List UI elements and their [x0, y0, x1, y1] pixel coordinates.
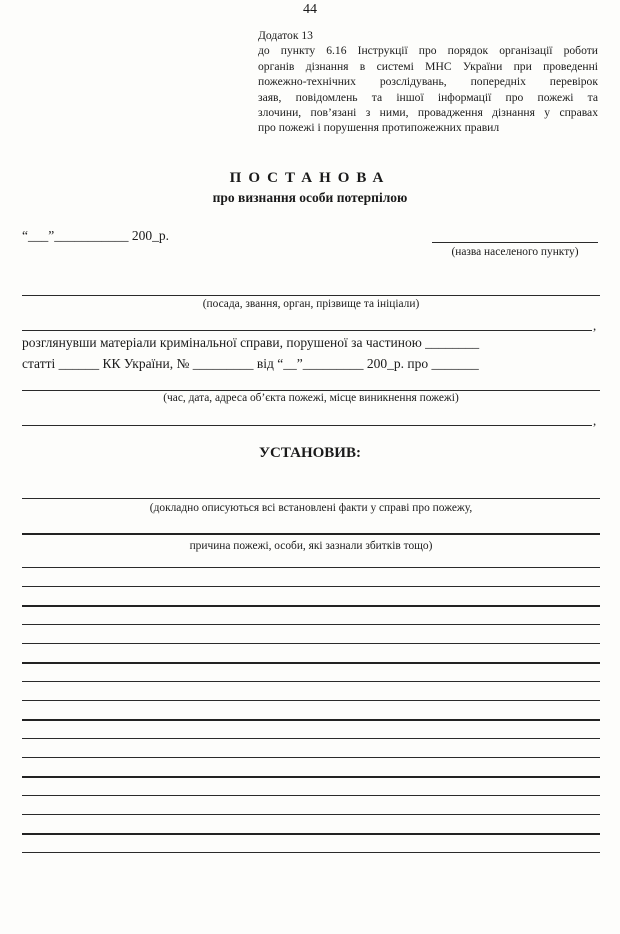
writing-line[interactable] — [22, 662, 600, 664]
writing-line[interactable] — [22, 719, 600, 721]
official-caption: (посада, звання, орган, прізвище та ініціали) — [202, 298, 420, 310]
writing-line[interactable] — [22, 586, 600, 587]
appendix-line: злочини, пов’язані з ними, провадження дізнання у справах — [258, 106, 598, 120]
appendix-line: до пункту 6.16 Інструкції про порядок організації роботи — [258, 44, 598, 58]
case-line-2: статті ______ КК України, № _________ від “__”_________ 200_р. про _______ — [22, 356, 479, 371]
writing-line[interactable] — [22, 852, 600, 853]
date-field[interactable]: “___”___________ 200_р. — [22, 228, 169, 243]
writing-line[interactable] — [22, 757, 600, 758]
facts-caption-1: (докладно описуються всі встановлені факти у справі про пожежу, — [149, 502, 473, 514]
fire-caption: (час, дата, адреса об’єкта пожежі, місце виникнення пожежі) — [163, 392, 459, 404]
writing-line[interactable] — [22, 814, 600, 815]
case-line-1: розглянувши матеріали кримінальної справи, порушеної за частиною ________ — [22, 335, 480, 350]
writing-line[interactable] — [22, 605, 600, 607]
official-field-continued[interactable] — [22, 330, 592, 331]
appendix-line: заяв, повідомлень та іншої інформації про пожежі та — [258, 90, 598, 104]
comma: , — [593, 413, 597, 428]
fire-details-field-continued[interactable] — [22, 425, 592, 426]
official-field[interactable] — [22, 295, 600, 296]
writing-line[interactable] — [22, 681, 600, 682]
appendix-line: про пожежі і порушення протипожежних правил — [258, 121, 500, 135]
facts-caption-2: причина пожежі, особи, які зазнали збитків тощо) — [189, 540, 433, 552]
comma: , — [593, 318, 597, 333]
writing-line[interactable] — [22, 624, 600, 625]
fire-details-field[interactable] — [22, 390, 600, 391]
writing-line[interactable] — [22, 795, 600, 796]
appendix-title: Додаток 13 — [258, 29, 313, 42]
appendix-note — [258, 28, 598, 136]
place-caption: (назва населеного пункту) — [451, 246, 579, 258]
writing-line[interactable] — [22, 643, 600, 644]
page-number: 44 — [303, 2, 317, 17]
appendix-line: органів дізнання в системі МНС України при проведенні — [258, 59, 598, 73]
facts-field[interactable] — [22, 498, 600, 499]
writing-line[interactable] — [22, 700, 600, 701]
writing-line[interactable] — [22, 738, 600, 739]
appendix-line: пожежно-технічних розслідувань, попередніх перевірок — [258, 75, 598, 89]
document-subtitle: про визнання особи потерпілою — [212, 190, 408, 205]
writing-line[interactable] — [22, 833, 600, 835]
writing-line[interactable] — [22, 567, 600, 568]
place-field[interactable] — [432, 242, 598, 243]
document-title: ПОСТАНОВА — [229, 170, 391, 186]
established-heading: УСТАНОВИВ: — [259, 445, 361, 461]
facts-field[interactable] — [22, 533, 600, 535]
writing-line[interactable] — [22, 776, 600, 778]
